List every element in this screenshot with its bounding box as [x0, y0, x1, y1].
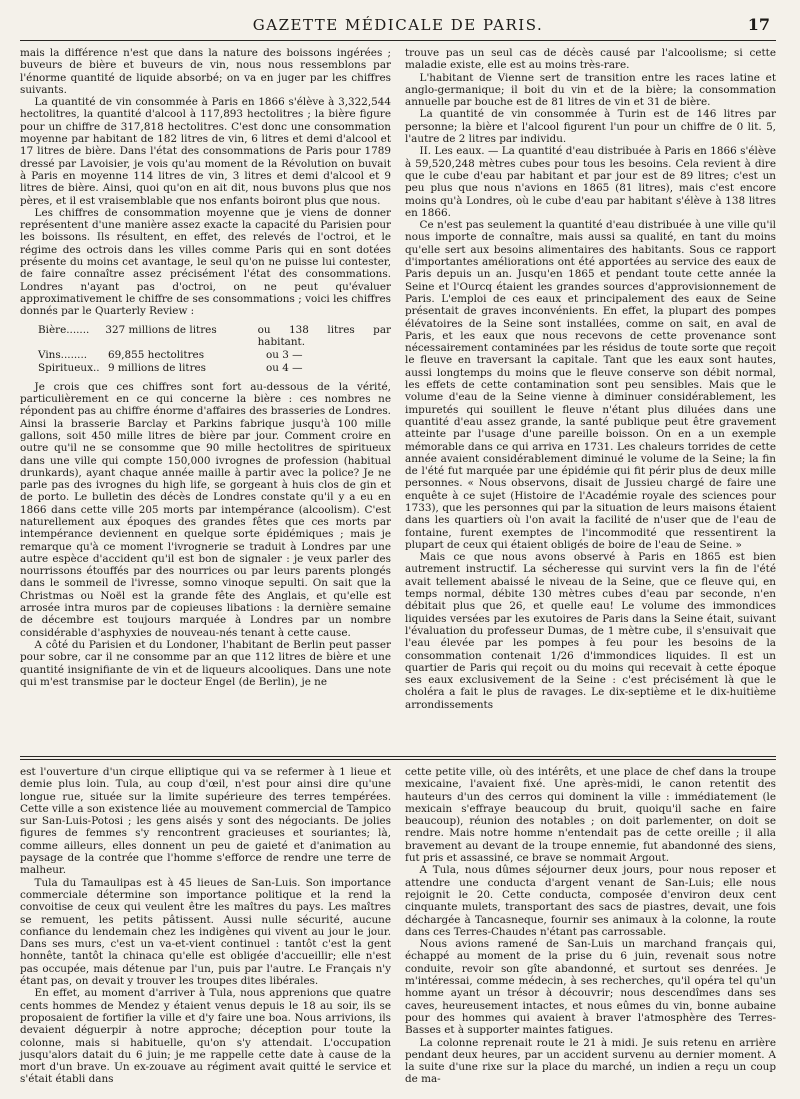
paragraph: A côté du Parisien et du Londoner, l'habitant de Berlin peut passer pour sobre, car il ne consomme par an que 112 litres de bière et une quantité insignifiante de vin et de liqueurs alcooliques. Dans une note qui m'est transmise par le docteur Engel (de Berlin), je ne: [20, 638, 391, 688]
paragraph: A Tula, nous dûmes séjourner deux jours, pour nous reposer et attendre une conducta d'argent venant de San-Luis; elle nous rejoignit le 20. Cette conducta, composée d'environ deux cent cinquante mulets, transportant des sacs de piastres, devait, une fois déchargée à Tancasneque, fournir ses animaux à la colonne, la route dans ces Terres-Chaudes n'étant pas carrossable.: [405, 864, 776, 938]
paragraph: La quantité de vin consommée à Paris en 1866 s'élève à 3,322,544 hectolitres, la quantité d'alcool à 117,893 hectolitres ; la bière figure pour un chiffre de 317,818 hectolitres. C'est donc une consommation moyenne par habitant de 182 litres de vin, 6 litres et demi d'alcool et 17 litres de bière. Dans l'état des consommations de Paris pour 1789 dressé par Lavoisier, je vois qu'au moment de la Révolution on buvait à Paris en moyenne 114 litres de vin, 3 litres et demi d'alcool et 9 litres de bière. Ainsi, quoi qu'on en ait dit, nous buvons plus que nos pères, et il est vraisemblable que nos enfants boiront plus que nous.: [20, 96, 391, 207]
bottom-right-column: [405, 766, 776, 1086]
page-header: [20, 14, 776, 41]
bottom-left-column: [20, 766, 391, 1086]
row-label: Bière.......: [38, 323, 90, 336]
row-extra: ou 4 —: [266, 361, 303, 374]
right-column: [405, 47, 776, 752]
section-divider: [20, 759, 776, 760]
row-label: Spiritueux..: [38, 361, 100, 374]
row-value: 327 millions de litres: [105, 323, 217, 336]
page-number: 17: [747, 15, 770, 34]
paragraph: Nous avions ramené de San-Luis un marchand français qui, échappé au moment de la prise du 6 juin, revenait sous notre conduite, revoir son gîte abandonné, et surtout ses denrées. Je m'intéressai, comme médecin, à ses recherches, qu'il opéra tel qu'un homme ayant un trésor à découvrir; nous descendîmes dans ses caves, heureusement intactes, et nous eûmes du vin, bonne aubaine pour des hommes qui avaient à braver l'atmosphère des Terres-Basses et à supporter maintes fatigues.: [405, 938, 776, 1037]
section-divider: [20, 756, 776, 757]
table-row: [38, 349, 391, 362]
feuilleton-columns: [20, 766, 776, 1086]
paragraph: mais la différence n'est que dans la nature des boissons ingérées ; buveurs de bière et buveurs de vin, nous nous ressemblons par l'énorme quantité de liquide absorbé; on va en juger par les chiffres suivants.: [20, 47, 391, 96]
paragraph: La quantité de vin consommée à Turin est de 146 litres par personne; la bière et l'alcool figurent l'un pour un chiffre de 0 lit. 5, l'autre de 2 litres par individu.: [405, 108, 776, 146]
paragraph: Je crois que ces chiffres sont fort au-dessous de la vérité, particulièrement en ce qui concerne la bière : ces nombres ne répondent pas au chiffre énorme d'affaires des brasseries de Londres. Ainsi la brasserie Barclay et Parkins fabrique jusqu'à 100 mille gallons, soit 450 mille litres de bière par jour. Comment croire en outre qu'il ne se consomme que 90 mille hectolitres de spiritueux dans une ville qui compte 150,000 ivrognes de profession (habitual drunkards), ayant chaque année maille à partir avec la police? Je ne parle pas des ivrognes du high life, se gorgeant à huis clos de gin et de porto. Le bulletin des décès de Londres constate qu'il y a eu en 1866 dans cette ville 205 morts par intempérance (alcoolism). C'est naturellement aux époques des grandes fêtes que ces morts par intempérance deviennent en quelque sorte épidémiques ; mais je remarque qu'à ce moment l'ivrognerie se traduit à Londres par une autre espèce d'accident qu'il est bon de signaler : je veux parler des nourrissons étouffés par des nourrices ou par leurs parents plongés dans le sommeil de l'ivresse, somno vinoque sepulti. On sait que la Christmas ou Noël est la grande fête des Anglais, et qu'elle est arrosée intra muros par de copieuses libations : la dernière semaine de décembre est toujours marquée à Londres par un nombre considérable d'asphyxies de nouveau-nés tenant à cette cause.: [20, 380, 391, 639]
paragraph: trouve pas un seul cas de décès causé par l'alcoolisme; si cette maladie existe, elle est au moins très-rare.: [405, 47, 776, 72]
table-row: [38, 362, 391, 375]
row-extra: ou 3 —: [266, 349, 303, 362]
paragraph: Tula du Tamaulipas est à 45 lieues de San-Luis. Son importance commerciale détermine son importance politique et la rend la convoitise de ceux qui veulent être les maîtres du pays. Les maîtres se remuent, les petits pâtissent. Aussi nulle sécurité, aucune confiance du lendemain chez les indigènes qui vivent au jour le jour. Dans ses murs, c'est un va-et-vient continuel : tantôt c'est la gent honnête, tantôt la chinaca qu'elle est obligée d'accueillir; elle n'est pas occupée, mais détenue par l'un, puis par l'autre. Le Français n'y étant pas, on devait y trouver les troupes dites libérales.: [20, 876, 391, 988]
paragraph: II. Les eaux. — La quantité d'eau distribuée à Paris en 1866 s'élève à 59,520,248 mètres cubes pour tous les besoins. Cela revient à dire que le cube d'eau par habitant et par jour est de 89 litres; c'est un peu plus que nous n'avions en 1865 (81 litres), mais c'est encore moins qu'à Londres, où le cube d'eau par habitant s'élève à 138 litres en 1866.: [405, 145, 776, 219]
paragraph: Ce n'est pas seulement la quantité d'eau distribuée à une ville qu'il nous importe de connaître, mais aussi sa qualité, en tant du moins qu'elle sert aux besoins alimentaires des habitants. Sous ce rapport d'importantes améliorations ont été apportées au service des eaux de Paris depuis un an. Jusqu'en 1865 et pendant toute cette année la Seine et l'Ourcq étaient les grandes sources d'approvisionnement de Paris. L'emploi de ces eaux et principalement des eaux de Seine présentait de graves inconvénients. En effet, la plupart des pompes élévatoires de la Seine sont installées, comme on sait, en aval de Paris, et les eaux que nous recevons de cette provenance sont nécessairement contaminées par les résidus de toute sorte que reçoit le fleuve en traversant la capitale. Tant que les eaux sont hautes, aussi longtemps du moins que le fleuve conserve son débit normal, les effets de cette contamination sont peu sensibles. Mais que le volume d'eau de la Seine vienne à diminuer considérablement, les impuretés qui souillent le fleuve n'étant plus diluées dans une quantité d'eau assez grande, la santé publique peut être gravement atteinte par l'usage d'une pareille boisson. On en a un exemple mémorable dans ce qui arriva en 1731. Les chaleurs torrides de cette année avaient considérablement diminué le volume de la Seine; la fin de l'été fut marquée par une épidémie qui fit périr plus de deux mille personnes. « Nous observons, disait de Jussieu chargé de faire une enquête à ce sujet (Histoire de l'Académie royale des sciences pour 1733), que les personnes qui par la situation de leurs maisons étaient dans les quartiers où l'on avait la facilité de n'user que de l'eau de fontaine, furent exemptes de l'incommodité que ressentirent la plupart de ceux qui étaient obligés de boire de l'eau de Seine. »: [405, 219, 776, 551]
consumption-table: [38, 324, 391, 375]
row-label: Vins........: [38, 349, 88, 362]
paragraph: Les chiffres de consommation moyenne que je viens de donner représentent d'une manière assez exacte la capacité du Parisien pour les boissons. Ils résultent, en effet, des relevés de l'octroi, et le régime des octrois dans les villes comme Paris qui en sont dotées présente du moins cet avantage, le seul qu'on ne puisse lui contester, de faire connaître assez précisément l'état des consommations. Londres n'ayant pas d'octroi, on ne peut qu'évaluer approximativement le chiffre de ses consommations ; voici les chiffres donnés par le Quarterly Review :: [20, 206, 391, 318]
paragraph: L'habitant de Vienne sert de transition entre les races latine et anglo-germanique; il boit du vin et de la bière; la consommation annuelle par bouche est de 81 litres de vin et 31 de bière.: [405, 71, 776, 109]
paragraph: La colonne reprenait route le 21 à midi. Je suis retenu en arrière pendant deux heures, par un accident survenu au dernier moment. A la suite d'une rixe sur la place du marché, un indien a reçu un coup de ma-: [405, 1036, 776, 1086]
paragraph: En effet, au moment d'arriver à Tula, nous apprenions que quatre cents hommes de Mendez y étaient venus depuis le 18 au soir, ils se proposaient de fortifier la ville et d'y faire une boa. Nous arrivions, ils devaient déguerpir à notre approche; déception pour toute la colonne, mais si habituelle, qu'on s'y attendait. L'occupation jusqu'alors datait du 6 juin; je me rappelle cette date à cause de la mort d'un brave. Un ex-zouave au régiment avait quitté le service et s'était établi dans: [20, 987, 391, 1086]
paragraph: est l'ouverture d'un cirque elliptique qui va se refermer à 1 lieue et demie plus loin. Tula, au coup d'œil, n'est pour ainsi dire qu'une longue rue, située sur la limite supérieure des terres tempérées. Cette ville a son existence liée au mouvement commercial de Tampico sur San-Luis-Potosi ; les gens aisés y sont des négociants. De jolies figures de femmes s'y rencontrent gracieuses et souriantes; là, comme ailleurs, elles donnent un peu de gaieté et d'animation au paysage de la contrée que l'homme s'efforce de rendre une terre de malheur.: [20, 766, 391, 877]
left-column: [20, 47, 391, 752]
upper-columns: [20, 47, 776, 752]
paragraph: Mais ce que nous avons observé à Paris en 1865 est bien autrement instructif. La sécheresse qui survint vers la fin de l'été avait tellement abaissé le niveau de la Seine, que ce fleuve qui, en temps normal, débite 130 mètres cubes d'eau par seconde, n'en débitait plus que 26, et quelle eau! Le volume des immondices liquides versées par les exutoires de Paris dans la Seine était, suivant l'évaluation du professeur Dumas, de 1 mètre cube, il s'ensuivait que l'eau élevée par les pompes à feu pour les besoins de la consommation contenait 1/26 d'immondices liquides. Il est un quartier de Paris qui reçoit ou du moins qui recevait à cette époque ses eaux exclusivement de la Seine : c'est précisément là que le choléra a fait le plus de ravages. Le dix-septième et le dix-huitième arrondissements: [405, 551, 776, 711]
paragraph: cette petite ville, où des intérêts, et une place de chef dans la troupe mexicaine, l'avaient fixé. Une après-midi, le canon retentit des hauteurs d'un des cerros qui dominent la ville : immédiatement (le mexicain s'effraye beaucoup du bruit, quoiqu'il sache en faire beaucoup), réunion des notables ; on doit parlementer, on doit se rendre. Mais notre homme n'entendait pas de cette oreille ; il alla bravement au devant de la troupe ennemie, fut abandonné des siens, fut pris et assassiné, ce brave se nommait Argout.: [405, 766, 776, 865]
row-value: 9 millions de litres: [108, 361, 207, 374]
row-extra: ou 138 litres par habitant.: [257, 323, 391, 349]
row-value: 69,855 hectolitres: [108, 349, 205, 362]
masthead-title: GAZETTE MÉDICALE DE PARIS.: [252, 16, 544, 34]
table-row: [38, 324, 391, 350]
